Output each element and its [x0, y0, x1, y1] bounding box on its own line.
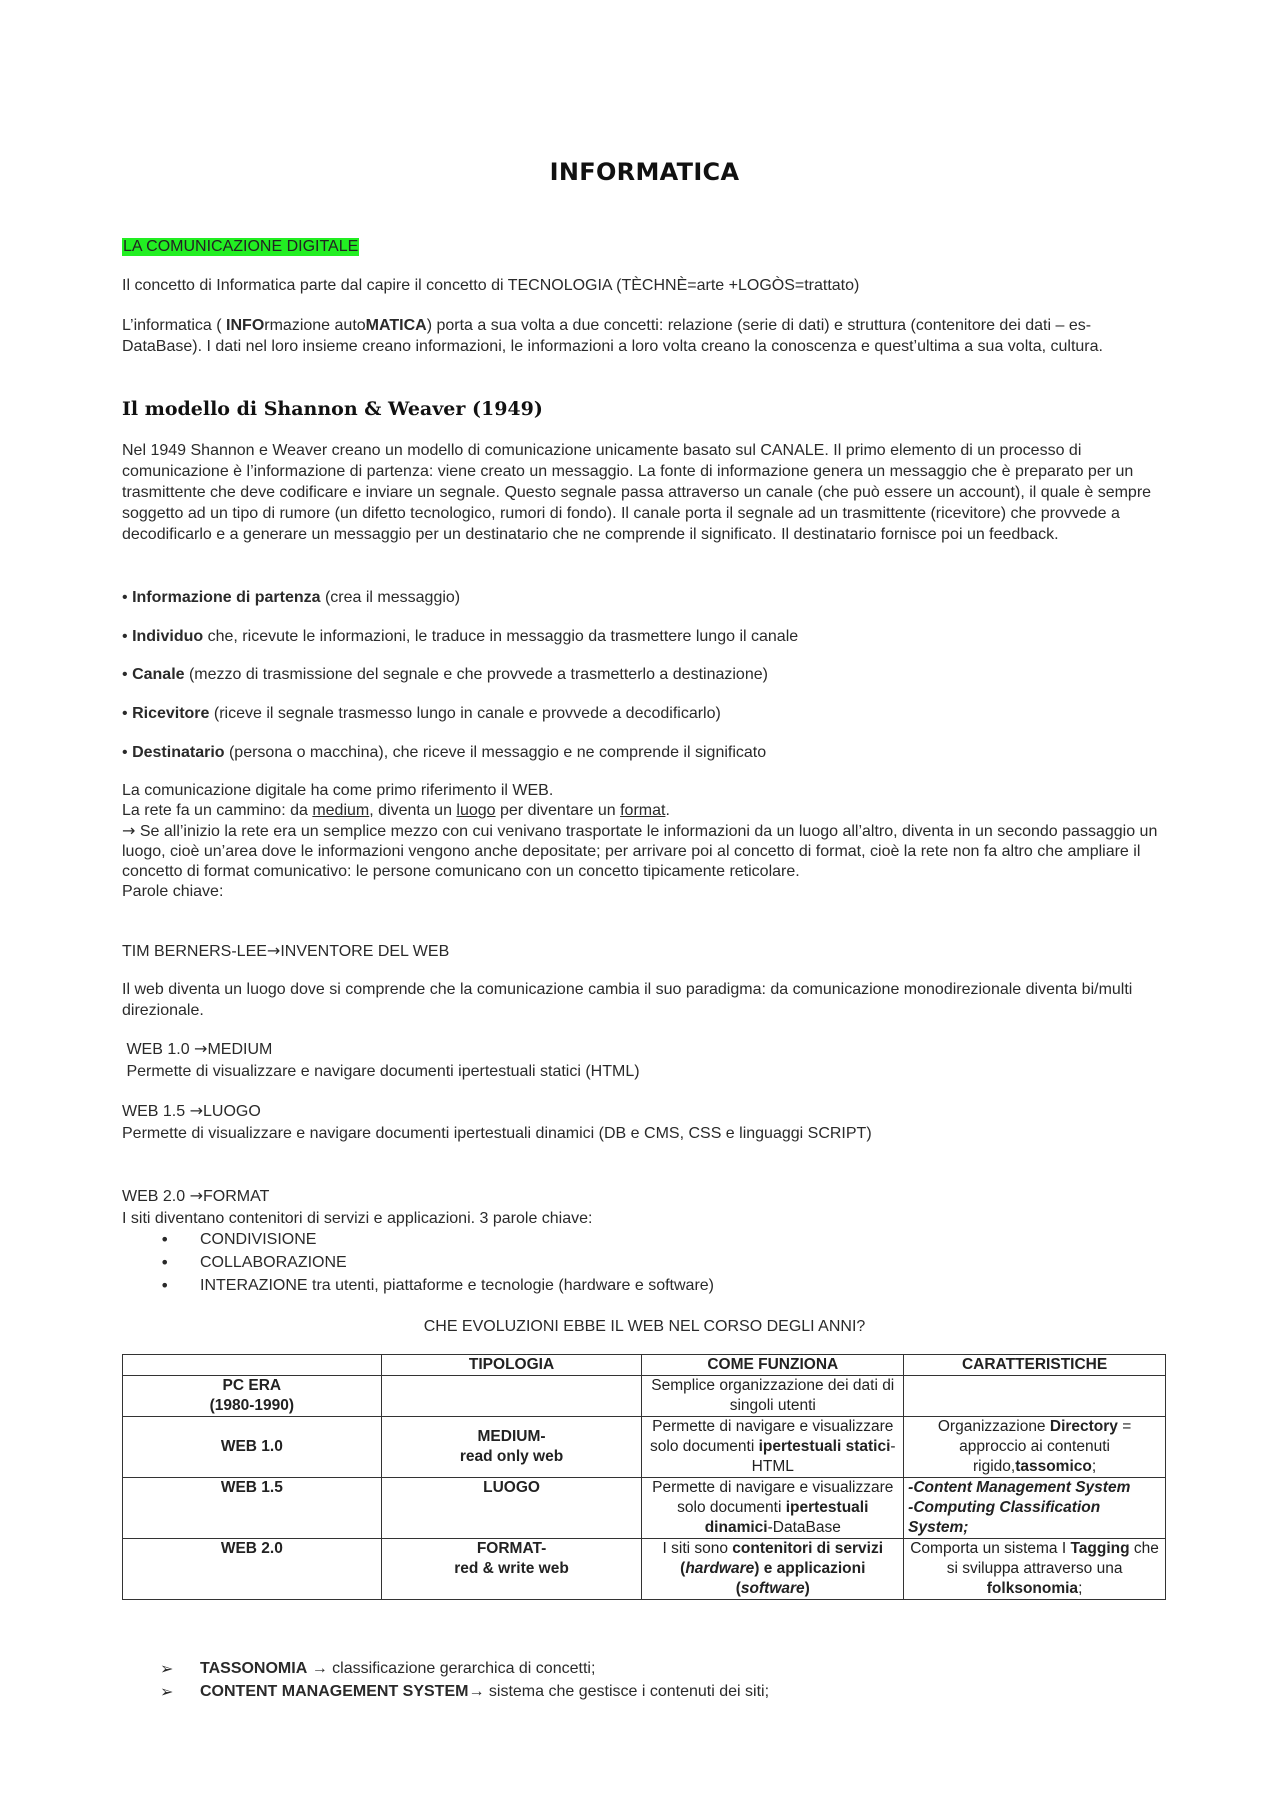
bold-text: ipertestuali statici [758, 1438, 891, 1455]
text: WEB 1.5 [122, 1103, 190, 1120]
cell-text: MEDIUM- [477, 1428, 546, 1445]
list-item [160, 1680, 769, 1703]
text: -HTML [751, 1438, 896, 1475]
list-item: • COLLABORAZIONE [160, 1251, 714, 1274]
text: che si sviluppa attraverso una [946, 1540, 1159, 1577]
table-cell [904, 1539, 1166, 1600]
arrow-icon: → [266, 941, 281, 960]
table-cell [642, 1539, 904, 1600]
paragraph-web-paradigma: Il web diventa un luogo dove si comprende che la comunicazione cambia il suo paradigma: da comunicazione monodirezionale diventa bi/multi direzionale. [122, 981, 1133, 1019]
cell-text: red & write web [454, 1560, 569, 1577]
bullet-4 [122, 703, 1167, 724]
text: , diventa un [369, 802, 457, 819]
text: MEDIUM [207, 1041, 273, 1058]
paragraph-berners-lee [122, 940, 1167, 962]
bullet-text: (riceve il segnale trasmesso lungo in canale e provvede a decodificarlo) [209, 705, 721, 722]
table-cell: LUOGO [381, 1478, 642, 1539]
text: ; [1091, 1458, 1097, 1475]
text: . [665, 802, 670, 819]
table-header-cell [123, 1355, 382, 1376]
bullet-1 [122, 587, 1167, 608]
text: → classificazione gerarchica di concetti; [307, 1660, 596, 1677]
text: Permette di visualizzare e navigare documenti ipertestuali statici (HTML) [126, 1063, 640, 1080]
bold-text: contenitori di servizi ( [680, 1540, 884, 1577]
underlined-medium: medium [312, 802, 370, 819]
bullet-icon: • [122, 705, 128, 722]
cell-text: -Computing Classification System; [908, 1499, 1101, 1536]
table-cell: WEB 1.5 [123, 1478, 382, 1539]
bullet-icon: • [122, 628, 128, 645]
table-header-cell: COME FUNZIONA [642, 1355, 904, 1376]
web15-block [122, 1100, 1167, 1145]
text: TIM BERNERS-LEE [122, 943, 267, 960]
text: = approccio ai contenuti rigido, [959, 1418, 1132, 1475]
web15-title [122, 1100, 1167, 1123]
bullet-icon: • [122, 589, 128, 606]
table-cell [381, 1539, 642, 1600]
bold-text: CONTENT MANAGEMENT SYSTEM [200, 1683, 469, 1700]
table-cell: WEB 1.0 [123, 1417, 382, 1478]
table-cell [123, 1376, 382, 1417]
arrow-icon: → [189, 1186, 203, 1205]
paragraph-web [122, 781, 1167, 902]
table-header-row [123, 1355, 1166, 1376]
text: ; [1078, 1580, 1083, 1597]
definition-list [160, 1657, 769, 1703]
bold-text: INFO [226, 317, 265, 334]
text: INVENTORE DEL WEB [280, 943, 450, 960]
table-header-cell: CARATTERISTICHE [904, 1355, 1166, 1376]
text: Se all’inizio la rete era un semplice mezzo con cui venivano trasportate le informazioni da un luogo all’altro, diventa in un secondo passaggio un luogo, cioè un’area dove le informazioni vengono anche depositate; per arrivare poi al concetto di format, cioè la rete non fa altro che ampliare il concetto di format comunicativo: le persone comunicano con un concetto tipicamente reticolare. [122, 823, 1158, 880]
bold-text: ) [804, 1580, 810, 1597]
text: L’informatica ( [122, 317, 227, 334]
bold-italic-text: hardware [685, 1560, 755, 1577]
web20-desc: I siti diventano contenitori di servizi e applicazioni. 3 parole chiave: [122, 1210, 593, 1227]
table-row [123, 1417, 1166, 1478]
table-header-cell: TIPOLOGIA [381, 1355, 642, 1376]
arrow-icon: → [189, 1101, 203, 1120]
text: La rete fa un cammino: da [122, 802, 313, 819]
text: Permette di navigare e visualizzare solo documenti [652, 1479, 894, 1516]
web10-block [122, 1038, 1167, 1083]
paragraph-shannon: Nel 1949 Shannon e Weaver creano un modello di comunicazione unicamente basato sul CANALE. Il primo elemento di un processo di comunicazione è l’informazione di partenza: viene creato un messaggio. La fonte di informazione genera un messaggio che è preparato per un trasmittente che deve codificare e inviare un segnale. Questo segnale passa attraverso un canale (che può essere un account), il quale è sempre soggetto ad un tipo di rumore (un difetto tecnologico, rumori di fondo). Il canale porta il segnale ad un trasmittente (ricevitore) che provvede a decodificarlo e a generare un messaggio per un destinatario che ne comprende il significato. Il destinatario fornisce poi un feedback. [122, 442, 1152, 543]
web20-title [122, 1185, 1167, 1208]
list-item [160, 1657, 769, 1680]
table-cell [381, 1417, 642, 1478]
table-cell [904, 1376, 1166, 1417]
bullet-5 [122, 742, 1167, 763]
bullet-icon: • [122, 666, 128, 683]
web15-desc: Permette di visualizzare e navigare documenti ipertestuali dinamici (DB e CMS, CSS e linguaggi SCRIPT) [122, 1125, 872, 1142]
web20-block [122, 1185, 1167, 1230]
text: -DataBase [767, 1519, 841, 1536]
cell-text: -Content Management System [908, 1479, 1131, 1496]
keyword-list [160, 1228, 714, 1297]
bold-text: MATICA [365, 317, 427, 334]
paragraph-informatica [122, 315, 1167, 357]
section-heading-shannon: Il modello di Shannon & Weaver (1949) [122, 398, 543, 420]
bullet-2 [122, 626, 1167, 647]
section-heading-highlighted: LA COMUNICAZIONE DIGITALE [123, 238, 359, 255]
underlined-format: format [620, 802, 666, 819]
text-line [122, 801, 1167, 821]
cell-text: (1980-1990) [209, 1397, 295, 1414]
web10-title [122, 1038, 1167, 1061]
text-line: La comunicazione digitale ha come primo riferimento il WEB. [122, 782, 554, 799]
bold-text: folksonomia [986, 1580, 1079, 1597]
text: ) porta a sua volta a due concetti: relazione (serie di dati) e struttura (contenitore dei dati – es-DataBase). I dati nel loro insieme creano informazioni, le informazioni a loro volta creano la conoscenza e quest’ultima a sua volta, cultura. [122, 317, 1103, 355]
bullet-text: (persona o macchina), che riceve il messaggio e ne comprende il significato [224, 744, 767, 761]
text: I siti sono [662, 1540, 733, 1557]
text: FORMAT [202, 1188, 270, 1205]
table-cell: Semplice organizzazione dei dati di singoli utenti [642, 1376, 904, 1417]
underlined-luogo: luogo [456, 802, 496, 819]
bold-text: Directory [1049, 1418, 1118, 1435]
cell-text: FORMAT- [476, 1540, 547, 1557]
bold-text: ) e applicazioni ( [735, 1560, 866, 1597]
text: per diventare un [495, 802, 621, 819]
table-row [123, 1539, 1166, 1600]
bold-text: Tagging [1070, 1540, 1130, 1557]
bold-text: tassomico [1015, 1458, 1092, 1475]
text: WEB 2.0 [122, 1188, 190, 1205]
web-evolution-table [122, 1354, 1166, 1600]
bullet-term: Individuo [132, 628, 204, 645]
bullet-icon: • [122, 744, 128, 761]
text: LUOGO [202, 1103, 261, 1120]
bullet-term: Destinatario [132, 744, 225, 761]
bullet-text: (crea il messaggio) [320, 589, 461, 606]
text: WEB 1.0 [126, 1041, 195, 1058]
list-item: • CONDIVISIONE [160, 1228, 714, 1251]
bullet-term: Informazione di partenza [132, 589, 321, 606]
bullet-text: che, ricevute le informazioni, le traduce in messaggio da trasmettere lungo il canale [203, 628, 799, 645]
paragraph-tecnologia: Il concetto di Informatica parte dal capire il concetto di TECNOLOGIA (TÈCHNÈ=arte +LOGÒS=trattato) [122, 277, 860, 294]
text-line [122, 821, 1167, 882]
text: Permette di navigare e visualizzare solo documenti [650, 1418, 894, 1455]
table-cell [642, 1478, 904, 1539]
text: → sistema che gestisce i contenuti dei siti; [468, 1683, 770, 1700]
text: Comporta un sistema I [910, 1540, 1071, 1557]
bold-italic-text: software [740, 1580, 805, 1597]
cell-text: PC ERA [222, 1377, 282, 1394]
page-title: INFORMATICA [549, 158, 740, 186]
web10-desc [122, 1061, 1167, 1083]
table-question: CHE EVOLUZIONI EBBE IL WEB NEL CORSO DEGLI ANNI? [423, 1318, 866, 1335]
text: Organizzazione [937, 1418, 1050, 1435]
table-row [123, 1478, 1166, 1539]
table-cell [904, 1478, 1166, 1539]
bold-text: TASSONOMIA [200, 1660, 308, 1677]
table-row [123, 1376, 1166, 1417]
arrow-icon: → [194, 1039, 208, 1058]
arrow-icon: → [122, 821, 136, 840]
bullet-term: Ricevitore [132, 705, 210, 722]
bold-text: ipertestuali dinamici [704, 1499, 869, 1536]
cell-text: read only web [459, 1448, 564, 1465]
text: rmazione auto [264, 317, 366, 334]
bullet-3 [122, 664, 1167, 685]
table-cell [381, 1376, 642, 1417]
text-line: Parole chiave: [122, 883, 224, 900]
bullet-text: (mezzo di trasmissione del segnale e che provvede a trasmetterlo a destinazione) [184, 666, 768, 683]
list-item: • INTERAZIONE tra utenti, piattaforme e tecnologie (hardware e software) [160, 1274, 714, 1297]
bullet-term: Canale [132, 666, 185, 683]
table-cell [642, 1417, 904, 1478]
table-cell: WEB 2.0 [123, 1539, 382, 1600]
table-cell [904, 1417, 1166, 1478]
